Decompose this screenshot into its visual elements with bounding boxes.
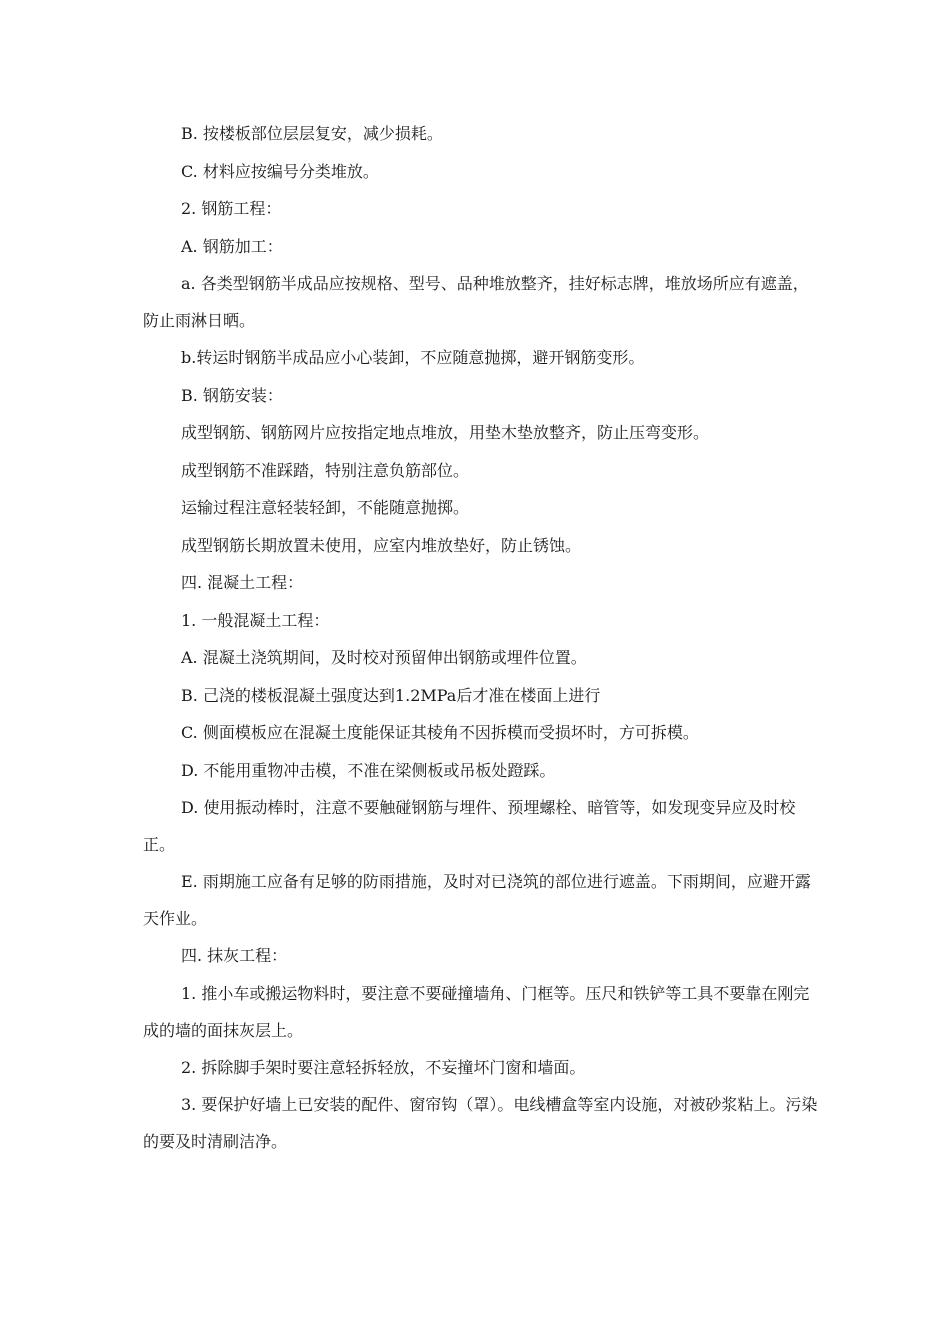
paragraph-c-side-formwork: C. 侧面模板应在混凝土度能保证其棱角不因拆模而受损坏时，方可拆模。 (181, 723, 699, 742)
paragraph-no-trampling: 成型钢筋不准踩踏，特别注意负筋部位。 (181, 460, 470, 480)
subheading-general-concrete: 1. 一般混凝土工程： (181, 610, 330, 630)
paragraph-b-slab-strength: B. 己浇的楼板混凝土强度达到1.2MPa后才准在楼面上进行 (181, 685, 601, 705)
heading-concrete-works: 四. 混凝土工程： (181, 573, 304, 592)
paragraph-e-rain-measures: E. 雨期施工应备有足够的防雨措施，及时对已浇筑的部位进行遮盖。下雨期间，应避开露天作业。 (143, 872, 811, 928)
paragraph-c-material-storage: C. 材料应按编号分类堆放。 (181, 161, 379, 181)
paragraph-indoor-storage: 成型钢筋长期放置未使用，应室内堆放垫好，防止锈蚀。 (181, 535, 582, 555)
paragraph-a-check-embedded: A. 混凝土浇筑期间，及时校对预留伸出钢筋或埋件位置。 (181, 648, 587, 667)
paragraph-2-scaffold-removal: 2. 拆除脚手架时要注意轻拆轻放，不妄撞坏门窗和墙面。 (181, 1057, 586, 1077)
heading-rebar-works: 2. 钢筋工程： (181, 199, 282, 218)
paragraph-d-vibrator-use: D. 使用振动棒时，注意不要触碰钢筋与埋件、预埋螺栓、暗管等，如发现变异应及时校正。 (143, 798, 796, 854)
paragraph-light-handling: 运输过程注意轻装轻卸，不能随意抛掷。 (181, 498, 470, 517)
paragraph-b-rebar-transport: b.转运时钢筋半成品应小心装卸，不应随意抛掷，避开钢筋变形。 (181, 348, 645, 367)
paragraph-d-no-impact: D. 不能用重物冲击模，不准在梁侧板或吊板处蹬踩。 (181, 760, 556, 780)
paragraph-b-formwork-reuse: B. 按楼板部位层层复安，减少损耗。 (181, 124, 443, 143)
paragraph-rebar-mesh-stacking: 成型钢筋、钢筋网片应按指定地点堆放，用垫木垫放整齐，防止压弯变形。 (181, 423, 710, 442)
paragraph-1-cart-handling: 1. 推小车或搬运物料时，要注意不要碰撞墙角、门框等。压尺和铁铲等工具不要靠在刚完成的墙的面抹灰层上。 (143, 983, 810, 1040)
paragraph-3-protect-fittings: 3. 要保护好墙上已安装的配件、窗帘钩（罩）。电线槽盒等室内设施，对被砂浆粘上。污染的要及时清刷洁净。 (143, 1095, 818, 1151)
heading-plastering-works: 四. 抹灰工程： (181, 946, 288, 965)
paragraph-a-rebar-stacking: a. 各类型钢筋半成品应按规格、型号、品种堆放整齐，挂好标志牌，堆放场所应有遮盖，防止雨淋日晒。 (143, 274, 809, 330)
subheading-rebar-processing: A. 钢筋加工： (181, 236, 283, 256)
subheading-rebar-installation: B. 钢筋安装： (181, 385, 283, 405)
document-body (143, 115, 819, 1160)
